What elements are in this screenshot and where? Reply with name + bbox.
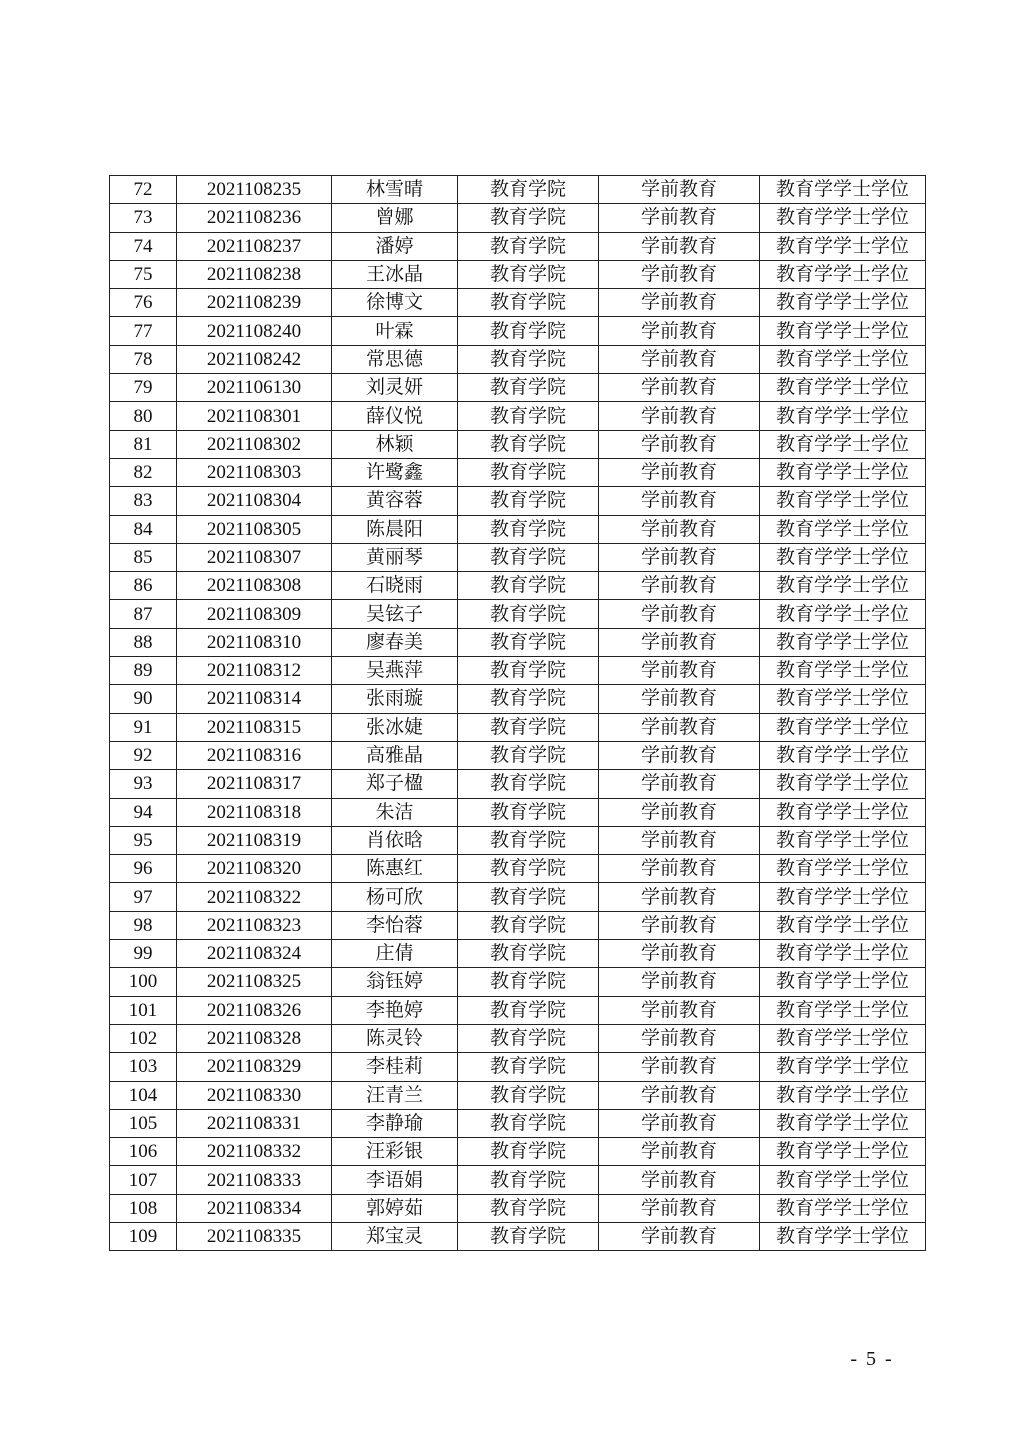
cell-serial-number: 82 bbox=[110, 458, 177, 486]
table-row bbox=[110, 600, 926, 628]
cell-major: 学前教育 bbox=[599, 402, 760, 430]
cell-degree: 教育学学士学位 bbox=[760, 487, 926, 515]
cell-student-name: 庄倩 bbox=[332, 940, 458, 968]
cell-degree: 教育学学士学位 bbox=[760, 685, 926, 713]
cell-student-name: 陈灵铃 bbox=[332, 1024, 458, 1052]
table-row bbox=[110, 940, 926, 968]
table-row bbox=[110, 232, 926, 260]
cell-degree: 教育学学士学位 bbox=[760, 204, 926, 232]
cell-serial-number: 102 bbox=[110, 1024, 177, 1052]
table-row bbox=[110, 430, 926, 458]
cell-student-id: 2021108304 bbox=[177, 487, 332, 515]
cell-college: 教育学院 bbox=[458, 968, 599, 996]
table-row bbox=[110, 713, 926, 741]
cell-student-name: 潘婷 bbox=[332, 232, 458, 260]
cell-college: 教育学院 bbox=[458, 176, 599, 204]
cell-student-name: 翁钰婷 bbox=[332, 968, 458, 996]
cell-degree: 教育学学士学位 bbox=[760, 657, 926, 685]
cell-college: 教育学院 bbox=[458, 430, 599, 458]
cell-college: 教育学院 bbox=[458, 1194, 599, 1222]
table-row bbox=[110, 1081, 926, 1109]
cell-college: 教育学院 bbox=[458, 402, 599, 430]
cell-serial-number: 85 bbox=[110, 543, 177, 571]
cell-student-id: 2021108320 bbox=[177, 855, 332, 883]
cell-student-id: 2021108301 bbox=[177, 402, 332, 430]
cell-serial-number: 103 bbox=[110, 1053, 177, 1081]
table-row bbox=[110, 968, 926, 996]
table-row bbox=[110, 855, 926, 883]
cell-student-id: 2021108332 bbox=[177, 1138, 332, 1166]
cell-student-name: 李语娟 bbox=[332, 1166, 458, 1194]
cell-student-id: 2021108238 bbox=[177, 260, 332, 288]
cell-serial-number: 106 bbox=[110, 1138, 177, 1166]
cell-degree: 教育学学士学位 bbox=[760, 741, 926, 769]
cell-student-id: 2021108318 bbox=[177, 798, 332, 826]
cell-major: 学前教育 bbox=[599, 204, 760, 232]
cell-student-id: 2021108328 bbox=[177, 1024, 332, 1052]
cell-student-name: 黄容蓉 bbox=[332, 487, 458, 515]
cell-serial-number: 99 bbox=[110, 940, 177, 968]
cell-college: 教育学院 bbox=[458, 1166, 599, 1194]
cell-student-id: 2021108329 bbox=[177, 1053, 332, 1081]
cell-student-name: 肖依晗 bbox=[332, 826, 458, 854]
table-row bbox=[110, 685, 926, 713]
cell-major: 学前教育 bbox=[599, 1166, 760, 1194]
cell-degree: 教育学学士学位 bbox=[760, 543, 926, 571]
cell-major: 学前教育 bbox=[599, 458, 760, 486]
cell-major: 学前教育 bbox=[599, 1109, 760, 1137]
cell-degree: 教育学学士学位 bbox=[760, 996, 926, 1024]
cell-college: 教育学院 bbox=[458, 232, 599, 260]
cell-serial-number: 77 bbox=[110, 317, 177, 345]
cell-major: 学前教育 bbox=[599, 1138, 760, 1166]
cell-degree: 教育学学士学位 bbox=[760, 855, 926, 883]
cell-student-name: 张雨璇 bbox=[332, 685, 458, 713]
cell-serial-number: 72 bbox=[110, 176, 177, 204]
cell-student-name: 李静瑜 bbox=[332, 1109, 458, 1137]
cell-major: 学前教育 bbox=[599, 374, 760, 402]
cell-college: 教育学院 bbox=[458, 1109, 599, 1137]
table-row bbox=[110, 1194, 926, 1222]
cell-major: 学前教育 bbox=[599, 798, 760, 826]
cell-student-name: 郑宝灵 bbox=[332, 1222, 458, 1250]
cell-serial-number: 90 bbox=[110, 685, 177, 713]
cell-student-name: 徐博文 bbox=[332, 289, 458, 317]
cell-major: 学前教育 bbox=[599, 883, 760, 911]
cell-major: 学前教育 bbox=[599, 515, 760, 543]
cell-serial-number: 78 bbox=[110, 345, 177, 373]
cell-student-name: 吴燕萍 bbox=[332, 657, 458, 685]
table-row bbox=[110, 317, 926, 345]
cell-serial-number: 93 bbox=[110, 770, 177, 798]
table-row bbox=[110, 402, 926, 430]
cell-student-name: 吴铉子 bbox=[332, 600, 458, 628]
cell-serial-number: 81 bbox=[110, 430, 177, 458]
cell-college: 教育学院 bbox=[458, 1024, 599, 1052]
table-row bbox=[110, 1024, 926, 1052]
cell-degree: 教育学学士学位 bbox=[760, 1222, 926, 1250]
cell-college: 教育学院 bbox=[458, 1222, 599, 1250]
cell-degree: 教育学学士学位 bbox=[760, 770, 926, 798]
cell-serial-number: 92 bbox=[110, 741, 177, 769]
cell-degree: 教育学学士学位 bbox=[760, 1109, 926, 1137]
cell-student-id: 2021108333 bbox=[177, 1166, 332, 1194]
table-row bbox=[110, 1222, 926, 1250]
cell-degree: 教育学学士学位 bbox=[760, 883, 926, 911]
cell-college: 教育学院 bbox=[458, 260, 599, 288]
cell-college: 教育学院 bbox=[458, 826, 599, 854]
cell-student-id: 2021108331 bbox=[177, 1109, 332, 1137]
cell-student-name: 叶霖 bbox=[332, 317, 458, 345]
cell-student-name: 李桂莉 bbox=[332, 1053, 458, 1081]
table-row bbox=[110, 487, 926, 515]
cell-major: 学前教育 bbox=[599, 345, 760, 373]
table-row bbox=[110, 1138, 926, 1166]
cell-student-id: 2021108302 bbox=[177, 430, 332, 458]
cell-serial-number: 101 bbox=[110, 996, 177, 1024]
cell-degree: 教育学学士学位 bbox=[760, 911, 926, 939]
cell-college: 教育学院 bbox=[458, 515, 599, 543]
cell-serial-number: 88 bbox=[110, 628, 177, 656]
cell-serial-number: 89 bbox=[110, 657, 177, 685]
cell-college: 教育学院 bbox=[458, 543, 599, 571]
cell-college: 教育学院 bbox=[458, 940, 599, 968]
cell-student-id: 2021108236 bbox=[177, 204, 332, 232]
cell-major: 学前教育 bbox=[599, 317, 760, 345]
table-row bbox=[110, 1109, 926, 1137]
cell-serial-number: 73 bbox=[110, 204, 177, 232]
cell-degree: 教育学学士学位 bbox=[760, 176, 926, 204]
cell-degree: 教育学学士学位 bbox=[760, 1138, 926, 1166]
cell-student-name: 林雪晴 bbox=[332, 176, 458, 204]
cell-serial-number: 109 bbox=[110, 1222, 177, 1250]
cell-degree: 教育学学士学位 bbox=[760, 1194, 926, 1222]
cell-student-id: 2021108317 bbox=[177, 770, 332, 798]
cell-degree: 教育学学士学位 bbox=[760, 600, 926, 628]
cell-student-id: 2021108314 bbox=[177, 685, 332, 713]
cell-student-name: 高雅晶 bbox=[332, 741, 458, 769]
cell-major: 学前教育 bbox=[599, 996, 760, 1024]
cell-student-id: 2021108322 bbox=[177, 883, 332, 911]
cell-student-id: 2021108316 bbox=[177, 741, 332, 769]
cell-student-name: 李怡蓉 bbox=[332, 911, 458, 939]
cell-major: 学前教育 bbox=[599, 232, 760, 260]
table-row bbox=[110, 657, 926, 685]
cell-college: 教育学院 bbox=[458, 996, 599, 1024]
table-row bbox=[110, 176, 926, 204]
cell-major: 学前教育 bbox=[599, 826, 760, 854]
page-number: - 5 - bbox=[850, 1348, 894, 1370]
degree-list-table bbox=[109, 175, 926, 1251]
cell-major: 学前教育 bbox=[599, 487, 760, 515]
table-row bbox=[110, 798, 926, 826]
table-row bbox=[110, 345, 926, 373]
table-row bbox=[110, 289, 926, 317]
cell-degree: 教育学学士学位 bbox=[760, 1081, 926, 1109]
cell-student-name: 许鹭鑫 bbox=[332, 458, 458, 486]
cell-college: 教育学院 bbox=[458, 600, 599, 628]
cell-college: 教育学院 bbox=[458, 883, 599, 911]
table-row bbox=[110, 1053, 926, 1081]
cell-student-name: 张冰婕 bbox=[332, 713, 458, 741]
cell-student-id: 2021108315 bbox=[177, 713, 332, 741]
cell-student-name: 郭婷茹 bbox=[332, 1194, 458, 1222]
cell-major: 学前教育 bbox=[599, 940, 760, 968]
cell-major: 学前教育 bbox=[599, 1222, 760, 1250]
cell-degree: 教育学学士学位 bbox=[760, 317, 926, 345]
cell-college: 教育学院 bbox=[458, 572, 599, 600]
cell-college: 教育学院 bbox=[458, 770, 599, 798]
table-body bbox=[110, 176, 926, 1251]
table-row bbox=[110, 741, 926, 769]
cell-student-name: 曾娜 bbox=[332, 204, 458, 232]
table-row bbox=[110, 515, 926, 543]
cell-degree: 教育学学士学位 bbox=[760, 798, 926, 826]
cell-college: 教育学院 bbox=[458, 685, 599, 713]
cell-major: 学前教育 bbox=[599, 600, 760, 628]
cell-serial-number: 80 bbox=[110, 402, 177, 430]
cell-degree: 教育学学士学位 bbox=[760, 713, 926, 741]
cell-major: 学前教育 bbox=[599, 911, 760, 939]
cell-major: 学前教育 bbox=[599, 1081, 760, 1109]
cell-major: 学前教育 bbox=[599, 260, 760, 288]
cell-student-id: 2021108330 bbox=[177, 1081, 332, 1109]
cell-student-name: 汪彩银 bbox=[332, 1138, 458, 1166]
cell-degree: 教育学学士学位 bbox=[760, 940, 926, 968]
cell-student-name: 廖春美 bbox=[332, 628, 458, 656]
cell-college: 教育学院 bbox=[458, 713, 599, 741]
cell-major: 学前教育 bbox=[599, 657, 760, 685]
cell-college: 教育学院 bbox=[458, 317, 599, 345]
cell-major: 学前教育 bbox=[599, 855, 760, 883]
cell-degree: 教育学学士学位 bbox=[760, 1166, 926, 1194]
cell-serial-number: 105 bbox=[110, 1109, 177, 1137]
cell-student-id: 2021106130 bbox=[177, 374, 332, 402]
cell-student-id: 2021108235 bbox=[177, 176, 332, 204]
table-row bbox=[110, 996, 926, 1024]
cell-degree: 教育学学士学位 bbox=[760, 289, 926, 317]
cell-student-id: 2021108324 bbox=[177, 940, 332, 968]
cell-serial-number: 96 bbox=[110, 855, 177, 883]
cell-degree: 教育学学士学位 bbox=[760, 515, 926, 543]
cell-major: 学前教育 bbox=[599, 968, 760, 996]
table-row bbox=[110, 458, 926, 486]
table-row bbox=[110, 883, 926, 911]
cell-student-id: 2021108312 bbox=[177, 657, 332, 685]
cell-student-name: 李艳婷 bbox=[332, 996, 458, 1024]
cell-college: 教育学院 bbox=[458, 374, 599, 402]
cell-degree: 教育学学士学位 bbox=[760, 232, 926, 260]
cell-major: 学前教育 bbox=[599, 713, 760, 741]
cell-college: 教育学院 bbox=[458, 911, 599, 939]
cell-student-id: 2021108237 bbox=[177, 232, 332, 260]
cell-college: 教育学院 bbox=[458, 1081, 599, 1109]
table-row bbox=[110, 628, 926, 656]
table-row bbox=[110, 1166, 926, 1194]
cell-student-id: 2021108307 bbox=[177, 543, 332, 571]
cell-degree: 教育学学士学位 bbox=[760, 968, 926, 996]
cell-degree: 教育学学士学位 bbox=[760, 458, 926, 486]
cell-student-id: 2021108319 bbox=[177, 826, 332, 854]
cell-student-name: 王冰晶 bbox=[332, 260, 458, 288]
cell-student-id: 2021108335 bbox=[177, 1222, 332, 1250]
table-row bbox=[110, 204, 926, 232]
cell-college: 教育学院 bbox=[458, 345, 599, 373]
cell-major: 学前教育 bbox=[599, 289, 760, 317]
cell-major: 学前教育 bbox=[599, 770, 760, 798]
cell-serial-number: 97 bbox=[110, 883, 177, 911]
cell-student-name: 薛仪悦 bbox=[332, 402, 458, 430]
table-row bbox=[110, 374, 926, 402]
cell-student-id: 2021108305 bbox=[177, 515, 332, 543]
cell-major: 学前教育 bbox=[599, 572, 760, 600]
cell-college: 教育学院 bbox=[458, 741, 599, 769]
cell-college: 教育学院 bbox=[458, 1053, 599, 1081]
cell-degree: 教育学学士学位 bbox=[760, 345, 926, 373]
cell-degree: 教育学学士学位 bbox=[760, 1053, 926, 1081]
cell-degree: 教育学学士学位 bbox=[760, 572, 926, 600]
cell-student-id: 2021108334 bbox=[177, 1194, 332, 1222]
cell-serial-number: 86 bbox=[110, 572, 177, 600]
table-row bbox=[110, 260, 926, 288]
cell-serial-number: 98 bbox=[110, 911, 177, 939]
table-row bbox=[110, 770, 926, 798]
cell-student-name: 刘灵妍 bbox=[332, 374, 458, 402]
cell-major: 学前教育 bbox=[599, 430, 760, 458]
table-row bbox=[110, 911, 926, 939]
cell-student-name: 常思德 bbox=[332, 345, 458, 373]
cell-degree: 教育学学士学位 bbox=[760, 628, 926, 656]
cell-college: 教育学院 bbox=[458, 487, 599, 515]
cell-college: 教育学院 bbox=[458, 289, 599, 317]
table-row bbox=[110, 826, 926, 854]
cell-serial-number: 79 bbox=[110, 374, 177, 402]
cell-serial-number: 94 bbox=[110, 798, 177, 826]
cell-major: 学前教育 bbox=[599, 1194, 760, 1222]
cell-serial-number: 75 bbox=[110, 260, 177, 288]
cell-serial-number: 104 bbox=[110, 1081, 177, 1109]
cell-student-id: 2021108310 bbox=[177, 628, 332, 656]
cell-student-id: 2021108323 bbox=[177, 911, 332, 939]
cell-student-id: 2021108308 bbox=[177, 572, 332, 600]
cell-serial-number: 100 bbox=[110, 968, 177, 996]
cell-student-name: 郑子楹 bbox=[332, 770, 458, 798]
cell-student-name: 朱洁 bbox=[332, 798, 458, 826]
table-row bbox=[110, 543, 926, 571]
cell-degree: 教育学学士学位 bbox=[760, 430, 926, 458]
cell-serial-number: 83 bbox=[110, 487, 177, 515]
cell-student-id: 2021108326 bbox=[177, 996, 332, 1024]
cell-student-id: 2021108303 bbox=[177, 458, 332, 486]
degree-list-table-container bbox=[109, 175, 925, 1251]
cell-student-id: 2021108239 bbox=[177, 289, 332, 317]
cell-major: 学前教育 bbox=[599, 1024, 760, 1052]
cell-student-name: 汪青兰 bbox=[332, 1081, 458, 1109]
cell-serial-number: 107 bbox=[110, 1166, 177, 1194]
cell-college: 教育学院 bbox=[458, 1138, 599, 1166]
cell-serial-number: 76 bbox=[110, 289, 177, 317]
cell-student-name: 杨可欣 bbox=[332, 883, 458, 911]
cell-college: 教育学院 bbox=[458, 657, 599, 685]
cell-major: 学前教育 bbox=[599, 685, 760, 713]
cell-college: 教育学院 bbox=[458, 798, 599, 826]
cell-major: 学前教育 bbox=[599, 543, 760, 571]
cell-student-name: 陈晨阳 bbox=[332, 515, 458, 543]
cell-major: 学前教育 bbox=[599, 1053, 760, 1081]
cell-serial-number: 91 bbox=[110, 713, 177, 741]
cell-serial-number: 95 bbox=[110, 826, 177, 854]
cell-degree: 教育学学士学位 bbox=[760, 1024, 926, 1052]
cell-college: 教育学院 bbox=[458, 204, 599, 232]
cell-student-name: 石晓雨 bbox=[332, 572, 458, 600]
table-row bbox=[110, 572, 926, 600]
cell-student-id: 2021108240 bbox=[177, 317, 332, 345]
cell-degree: 教育学学士学位 bbox=[760, 826, 926, 854]
cell-degree: 教育学学士学位 bbox=[760, 374, 926, 402]
cell-student-id: 2021108242 bbox=[177, 345, 332, 373]
cell-student-name: 林颖 bbox=[332, 430, 458, 458]
cell-student-id: 2021108325 bbox=[177, 968, 332, 996]
cell-major: 学前教育 bbox=[599, 628, 760, 656]
cell-serial-number: 74 bbox=[110, 232, 177, 260]
cell-degree: 教育学学士学位 bbox=[760, 260, 926, 288]
cell-major: 学前教育 bbox=[599, 741, 760, 769]
cell-degree: 教育学学士学位 bbox=[760, 402, 926, 430]
cell-student-id: 2021108309 bbox=[177, 600, 332, 628]
cell-student-name: 陈惠红 bbox=[332, 855, 458, 883]
cell-serial-number: 108 bbox=[110, 1194, 177, 1222]
cell-college: 教育学院 bbox=[458, 628, 599, 656]
cell-college: 教育学院 bbox=[458, 458, 599, 486]
cell-serial-number: 84 bbox=[110, 515, 177, 543]
cell-serial-number: 87 bbox=[110, 600, 177, 628]
cell-college: 教育学院 bbox=[458, 855, 599, 883]
cell-major: 学前教育 bbox=[599, 176, 760, 204]
cell-student-name: 黄丽琴 bbox=[332, 543, 458, 571]
